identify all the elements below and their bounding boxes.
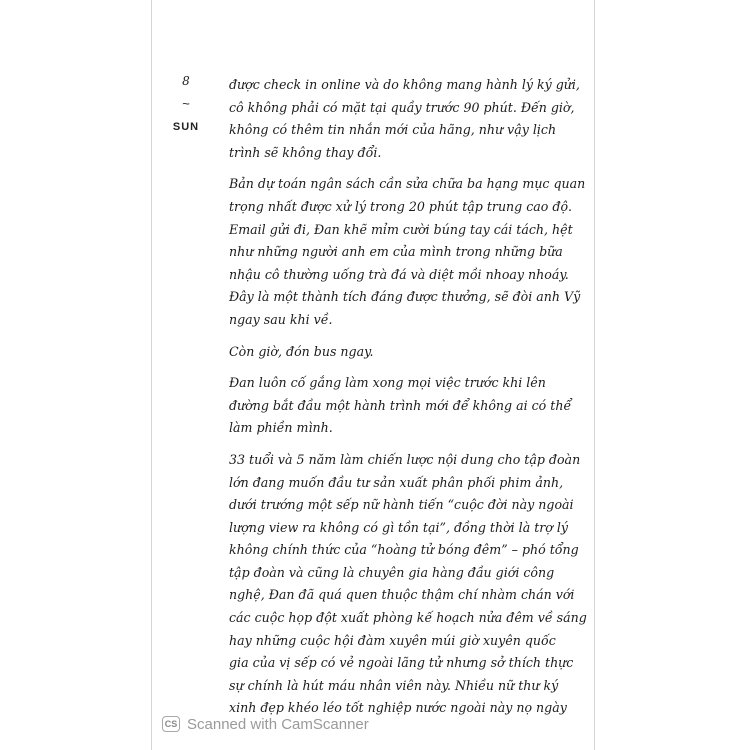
text-line: gia của vị sếp có vẻ ngoài lãng tử nhưng sở thích thực [229,655,574,671]
paragraph [229,372,579,440]
text-line: làm phiền mình. [229,420,333,436]
text-line: Đây là một thành tích đáng được thưởng, sẽ đòi anh Vỹ [229,289,581,305]
text-line: lượng view ra không có gì tồn tại”, đồng thời là trợ lý [229,519,569,535]
text-line: trọng nhất được xử lý trong 20 phút tập trung cao độ. [229,198,573,214]
running-head: SUN [172,121,200,133]
text-line: cô không phải có mặt tại quầy trước 90 phút. Đến giờ, [229,99,575,115]
text-line: đường bắt đầu một hành trình mới để không ai có thể [229,397,572,413]
watermark-label: Scanned with CamScanner [187,715,369,733]
page-edge-left [151,0,152,750]
body-text [229,74,587,729]
paragraph [229,74,579,164]
text-line: không chính thức của “hoàng tử bóng đêm” – phó tổng [229,542,579,558]
text-line: hay những cuộc hội đàm xuyên múi giờ xuyên quốc [229,632,556,648]
text-line: Email gửi đi, Đan khẽ mỉm cười búng tay cái tách, hệt [229,221,573,237]
paragraph [229,341,579,364]
text-line: dưới trướng một sếp nữ hành tiến “cuộc đời này ngoài [229,497,574,513]
text-line: như những người anh em của mình trong những bữa [229,244,563,260]
text-line: tập đoàn và cũng là chuyên gia hàng đầu giới công [229,564,555,580]
paragraph [229,173,586,331]
page-margin [166,74,206,133]
page-number: 8 [182,74,190,88]
text-line: các cuộc họp đột xuất phòng kế hoạch nửa đêm về sáng [229,610,587,626]
text-line: được check in online và do không mang hành lý ký gửi, [229,77,580,92]
text-line: nhậu cô thường uống trà đá và diệt mồi nhoay nhoáy. [229,266,569,282]
text-line: không có thêm tin nhắn mới của hãng, như vậy lịch [229,122,557,138]
text-line: 33 tuổi và 5 năm làm chiến lược nội dung cho tập đoàn [229,451,581,467]
text-line: Đan luôn cố gắng làm xong mọi việc trước khi lên [229,375,546,391]
text-line: xinh đẹp khéo léo tốt nghiệp nước ngoài này nọ ngày [229,700,567,716]
text-line: ngay sau khi về. [229,311,333,327]
scanner-watermark [162,713,369,735]
text-line: sự chính là hút máu nhân viên này. Nhiều nữ thư ký [229,677,559,693]
text-line: trình sẽ không thay đổi. [229,144,382,160]
page-edge-right [594,0,595,750]
text-line: Bản dự toán ngân sách cần sửa chữa ba hạng mục quan [229,176,586,192]
margin-ornament: ~ [182,96,190,111]
text-line: lớn đang muốn đầu tư sản xuất phân phối phim ảnh, [229,474,564,490]
camscanner-icon: CS [162,716,180,732]
text-line: nghệ, Đan đã quá quen thuộc thậm chí nhàm chán với [229,587,575,603]
paragraph [229,449,587,720]
text-line: Còn giờ, đón bus ngay. [229,343,374,359]
